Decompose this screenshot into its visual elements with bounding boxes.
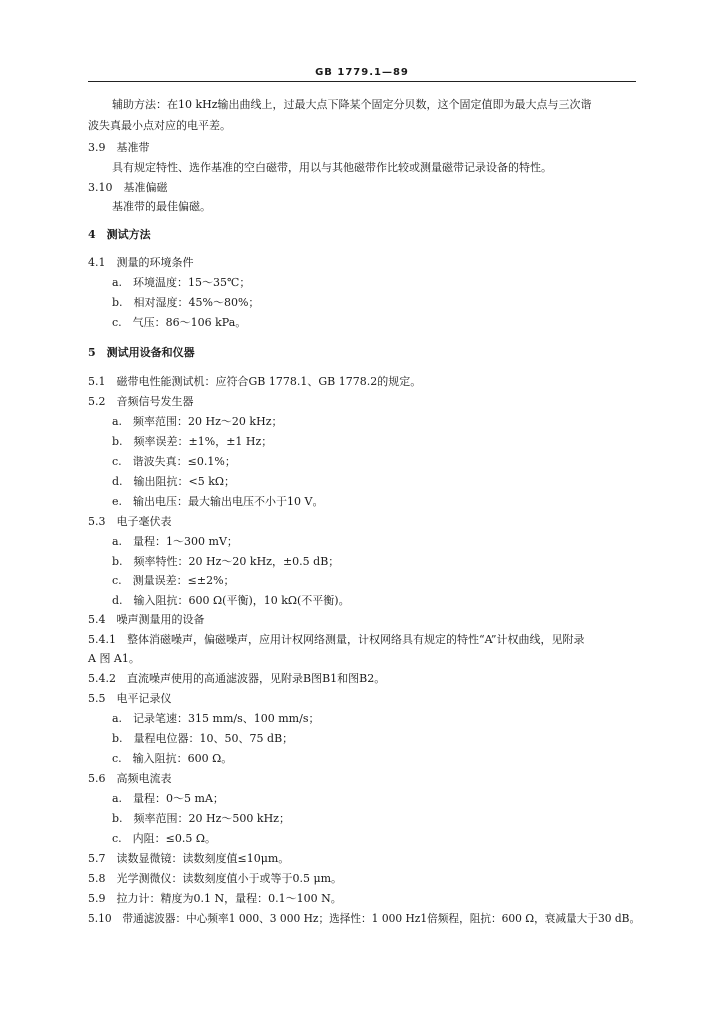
section-heading: 4.1 测量的环境条件 <box>88 256 194 269</box>
list-item: a. 量程：0～5 mA； <box>112 792 224 805</box>
list-item: b. 频率特性：20 Hz～20 kHz，±0.5 dB； <box>112 555 340 568</box>
list-item: c. 输入阻抗：600 Ω。 <box>112 752 233 765</box>
list-item: b. 频率误差：±1%，±1 Hz； <box>112 435 273 448</box>
page-header: GB 1779.1—89 <box>315 67 409 78</box>
section-heading: 5.6 高频电流表 <box>88 772 172 785</box>
section-heading: 5.1 磁带电性能测试机：应符合GB 1778.1、GB 1778.2的规定。 <box>88 375 422 388</box>
section-heading: 5.3 电子毫伏表 <box>88 515 172 528</box>
list-item: c. 测量误差：≤±2%； <box>112 574 235 587</box>
text-line: 5.10 带通滤波器：中心频率1 000、3 000 Hz；选择性：1 000 Hz1倍频程，阻抗：600 Ω，衰减量大于30 dB。 <box>88 912 641 925</box>
list-item: b. 相对湿度：45%～80%； <box>112 296 260 309</box>
text-line: 5.4.1 整体消磁噪声，偏磁噪声，应用计权网络测量，计权网络具有规定的特性“A”计权曲线，见附录 <box>88 633 585 646</box>
list-item: c. 气压：86～106 kPa。 <box>112 316 247 329</box>
text-line: 基准带的最佳偏磁。 <box>112 200 211 213</box>
text-line: 辅助方法：在10 kHz输出曲线上，过最大点下降某个固定分贝数，这个固定值即为最大点与三次谐 <box>112 98 592 111</box>
section-heading: 3.10 基准偏磁 <box>88 181 168 194</box>
header-rule <box>88 81 636 82</box>
list-item: c. 谐波失真：≤0.1%； <box>112 455 236 468</box>
section-heading: 5.4 噪声测量用的设备 <box>88 613 205 626</box>
text-line: 具有规定特性、选作基准的空白磁带，用以与其他磁带作比较或测量磁带记录设备的特性。 <box>112 161 552 174</box>
list-item: c. 内阻：≤0.5 Ω。 <box>112 832 216 845</box>
text-line: 5.9 拉力计：精度为0.1 N，量程：0.1～100 N。 <box>88 892 342 905</box>
list-item: b. 量程电位器：10、50、75 dB； <box>112 732 294 745</box>
list-item: d. 输出阻抗：<5 kΩ； <box>112 475 236 488</box>
text-line: 5.4.2 直流噪声使用的高通滤波器，见附录B图B1和图B2。 <box>88 672 386 685</box>
list-item: b. 频率范围：20 Hz～500 kHz； <box>112 812 290 825</box>
text-line: 5.8 光学测微仪：读数刻度值小于或等于0.5 μm。 <box>88 872 343 885</box>
text-line: 5.7 读数显微镜：读数刻度值≤10μm。 <box>88 852 290 865</box>
list-item: d. 输入阻抗：600 Ω(平衡)，10 kΩ(不平衡)。 <box>112 594 350 607</box>
section-heading: 5.2 音频信号发生器 <box>88 395 194 408</box>
chapter-heading: 4 测试方法 <box>88 228 151 241</box>
section-heading: 5.5 电平记录仪 <box>88 692 172 705</box>
list-item: a. 频率范围：20 Hz～20 kHz； <box>112 415 283 428</box>
text-line: A 图 A1。 <box>88 652 140 665</box>
chapter-heading: 5 测试用设备和仪器 <box>88 346 195 359</box>
text-line: 波失真最小点对应的电平差。 <box>88 119 231 132</box>
list-item: a. 量程：1～300 mV； <box>112 535 238 548</box>
section-heading: 3.9 基准带 <box>88 141 150 154</box>
list-item: a. 环境温度：15～35℃； <box>112 276 251 289</box>
list-item: a. 记录笔速：315 mm/s、100 mm/s； <box>112 712 320 725</box>
list-item: e. 输出电压：最大输出电压不小于10 V。 <box>112 495 324 508</box>
